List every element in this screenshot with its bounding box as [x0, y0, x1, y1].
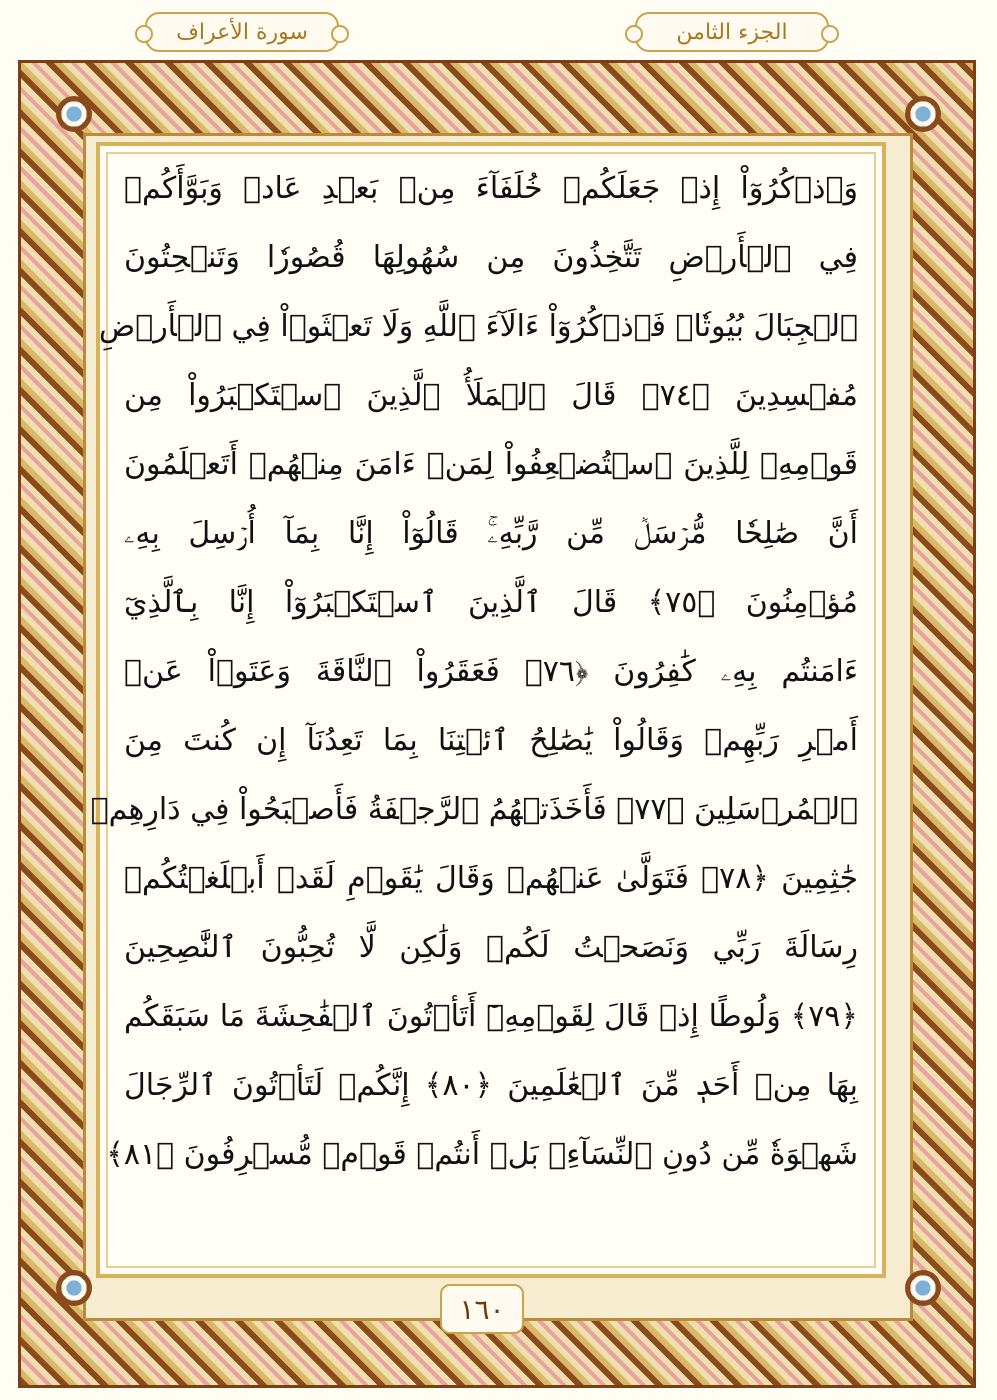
- verse-line-10: ٱلۡمُرۡسَلِينَ ﴿٧٧﴾ فَأَخَذَتۡهُمُ ٱلرَّجۡفَةُ فَأَصۡبَحُواْ فِي دَارِهِمۡ: [90, 792, 858, 827]
- verse-line-7: مُؤۡمِنُونَ ﴿٧٥﴾ قَالَ ٱلَّذِينَ ٱسۡتَكۡبَرُوٓاْ إِنَّا بِٱلَّذِيٓ: [124, 585, 858, 620]
- surah-title: سورة الأعراف: [176, 19, 308, 45]
- corner-ornament-icon: [905, 1270, 941, 1306]
- verse-line-15: شَهۡوَةٗ مِّن دُونِ ٱلنِّسَآءِۚ بَلۡ أَنتُمۡ قَوۡمٞ مُّسۡرِفُونَ ﴿٨١﴾: [106, 1137, 858, 1172]
- verse-line-1: وَٱذۡكُرُوٓاْ إِذۡ جَعَلَكُمۡ خُلَفَآءَ مِنۢ بَعۡدِ عَادٖ وَبَوَّأَكُمۡ: [124, 171, 858, 206]
- verse-line-13: ﴿٧٩﴾ وَلُوطًا إِذۡ قَالَ لِقَوۡمِهِۦٓ أَتَأۡتُونَ ٱلۡفَٰحِشَةَ مَا سَبَقَكُم: [124, 999, 858, 1034]
- verse-lines: [90, 154, 858, 1258]
- corner-ornament-icon: [905, 96, 941, 132]
- surah-header: [145, 12, 339, 52]
- page-number: ١٦٠: [440, 1284, 524, 1334]
- verse-line-11: جَٰثِمِينَ ﴿٧٨﴾ فَتَوَلَّىٰ عَنۡهُمۡ وَقَالَ يَٰقَوۡمِ لَقَدۡ أَبۡلَغۡتُكُمۡ: [124, 861, 858, 896]
- verse-line-12: رِسَالَةَ رَبِّي وَنَصَحۡتُ لَكُمۡ وَلَٰكِن لَّا تُحِبُّونَ ٱلنَّٰصِحِينَ: [124, 930, 858, 965]
- corner-ornament-icon: [56, 1270, 92, 1306]
- juz-title: الجزء الثامن: [676, 19, 788, 45]
- verse-line-6: أَنَّ صَٰلِحٗا مُّرۡسَلٞ مِّن رَّبِّهِۦۚ قَالُوٓاْ إِنَّا بِمَآ أُرۡسِلَ بِهِۦ: [124, 516, 858, 551]
- verse-line-2: فِي ٱلۡأَرۡضِ تَتَّخِذُونَ مِن سُهُولِهَا قُصُورٗا وَتَنۡحِتُونَ: [124, 240, 858, 275]
- verse-line-8: ءَامَنتُم بِهِۦ كَٰفِرُونَ ﴿٧٦﴾ فَعَقَرُواْ ٱلنَّاقَةَ وَعَتَوۡاْ عَنۡ: [124, 654, 858, 689]
- text-page: [90, 142, 886, 1278]
- verse-line-9: أَمۡرِ رَبِّهِمۡ وَقَالُواْ يَٰصَٰلِحُ ٱئۡتِنَا بِمَا تَعِدُنَآ إِن كُنتَ مِنَ: [124, 723, 858, 758]
- corner-ornament-icon: [56, 96, 92, 132]
- verse-line-3: ٱلۡجِبَالَ بُيُوتٗاۖ فَٱذۡكُرُوٓاْ ءَالَآءَ ٱللَّهِ وَلَا تَعۡثَوۡاْ فِي ٱلۡأَرۡضِ: [98, 309, 858, 344]
- juz-header: [635, 12, 829, 52]
- verse-line-14: بِهَا مِنۡ أَحَدٖ مِّنَ ٱلۡعَٰلَمِينَ ﴿٨٠﴾ إِنَّكُمۡ لَتَأۡتُونَ ٱلرِّجَالَ: [124, 1068, 858, 1103]
- verse-line-4: مُفۡسِدِينَ ﴿٧٤﴾ قَالَ ٱلۡمَلَأُ ٱلَّذِينَ ٱسۡتَكۡبَرُواْ مِن: [124, 378, 858, 413]
- verse-line-5: قَوۡمِهِۦ لِلَّذِينَ ٱسۡتُضۡعِفُواْ لِمَنۡ ءَامَنَ مِنۡهُمۡ أَتَعۡلَمُونَ: [124, 447, 858, 482]
